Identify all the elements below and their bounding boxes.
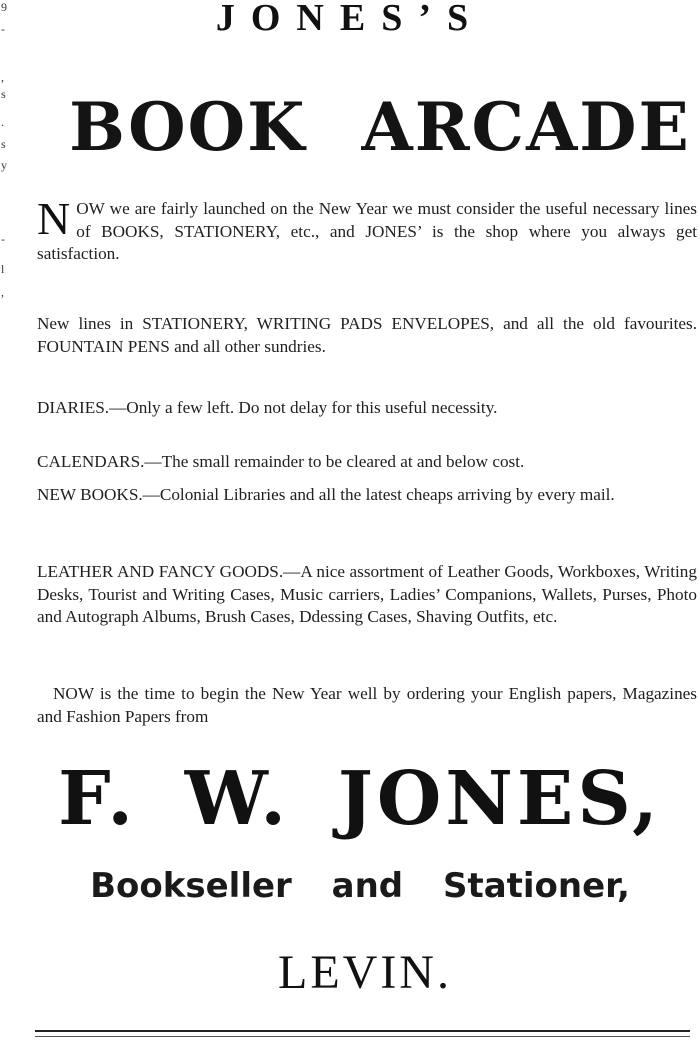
proprietor-name: F. W. JONES, [58,756,662,842]
margin-mark: s [1,87,6,101]
margin-mark: . [1,115,4,129]
margin-mark: - [1,22,5,36]
margin-mark: - [1,232,5,246]
header-title-jones: JONES’S [215,0,485,39]
trade-description: Bookseller and Stationer, [90,866,630,906]
margin-mark: y [1,158,7,172]
new-books-paragraph: NEW BOOKS.—Colonial Libraries and all the latest cheaps arriving by every mail. [37,485,615,504]
town-name: LEVIN. [278,946,452,999]
margin-mark: 9 [1,0,7,14]
header-title-book-arcade: BOOK ARCADE [69,88,691,166]
margin-mark: s [1,137,6,151]
intro-paragraph [37,193,697,266]
diaries-paragraph: DIARIES.—Only a few left. Do not delay for this useful necessity. [37,398,498,417]
margin-mark: , [1,70,4,84]
stationery-paragraph: New lines in STATIONERY, WRITING PADS ENVELOPES, and all the old favourites. FOUNTAIN PENS and all other sundries. [37,314,697,356]
margin-mark: l [1,262,5,276]
drop-cap: N [37,193,71,244]
leather-goods-paragraph: LEATHER AND FANCY GOODS.—A nice assortment of Leather Goods, Workboxes, Writing Desks, Tourist and Writing Cases, Music carriers, Ladies’ Companions, Wallets, Purses, Photo and Autograph Albums, Brush Cases, Ddessing Cases, Shaving Outfits, etc. [37,562,697,626]
intro-text: OW we are fairly launched on the New Year we must consider the useful necessary lines of BOOKS, STATIONERY, etc., and JONES’ is the shop where you always get satisfaction. [37,199,697,263]
bottom-rule [35,1030,690,1032]
calendars-paragraph: CALENDARS.—The small remainder to be cleared at and below cost. [37,452,525,471]
margin-mark: , [1,285,4,299]
closing-paragraph: NOW is the time to begin the New Year well by ordering your English papers, Magazines and Fashion Papers from [37,684,697,726]
bottom-rule-thin [35,1036,690,1037]
